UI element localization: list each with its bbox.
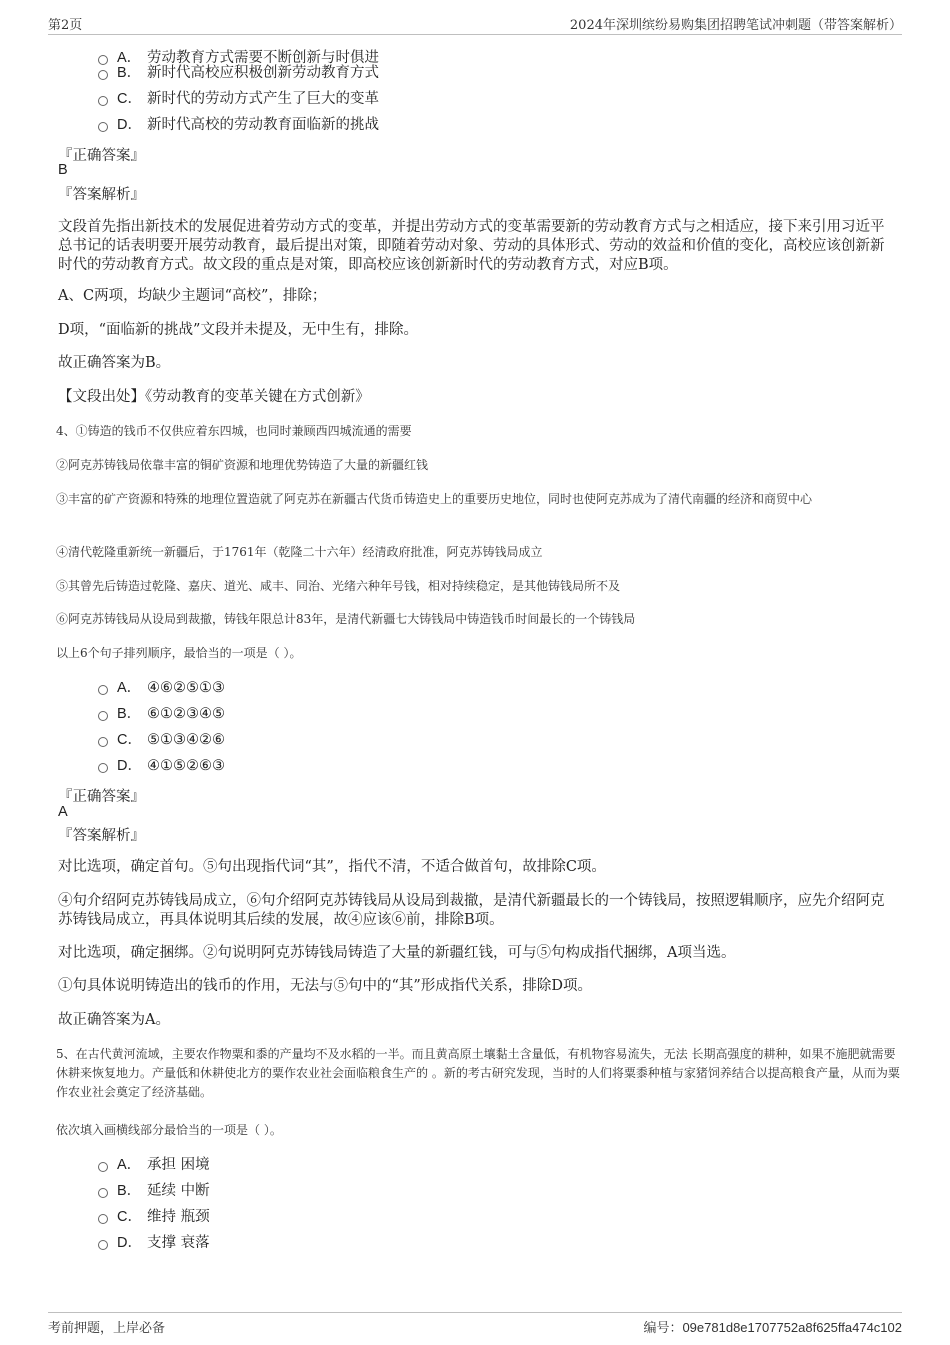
- q4-question: 以上6个句子排列顺序，最恰当的一项是（ ）。: [56, 646, 302, 660]
- q5-option-a[interactable]: A． 承担 困境: [98, 1155, 210, 1175]
- q4-analysis-paragraph: 对比选项，确定捆绑。②句说明阿克苏铸钱局铸造了大量的新疆红钱，可与⑤句构成指代捆绑，A项当选。: [58, 945, 736, 961]
- q3-option-d[interactable]: D． 新时代高校的劳动教育面临新的挑战: [98, 115, 379, 135]
- q4-option-b[interactable]: B． ⑥①②③④⑤: [98, 704, 225, 724]
- q4-answer: A: [58, 804, 68, 820]
- q5-option-d[interactable]: D． 支撑 衰落: [98, 1233, 210, 1253]
- q3-analysis-paragraph: A、C两项，均缺少主题词“高校”，排除；: [58, 288, 327, 304]
- radio-icon[interactable]: [98, 685, 108, 695]
- radio-icon[interactable]: [98, 737, 108, 747]
- q4-analysis-paragraph: 故正确答案为A。: [58, 1012, 170, 1028]
- q3-analysis-paragraph: 故正确答案为B。: [58, 355, 171, 371]
- q4-sentence: ②阿克苏铸钱局依靠丰富的铜矿资源和地理优势铸造了大量的新疆红钱: [56, 458, 429, 472]
- document-id-label: 编号：: [643, 1321, 683, 1336]
- q4-sentence: ③丰富的矿产资源和特殊的地理位置造就了阿克苏在新疆古代货币铸造史上的重要历史地位，同时也使阿克苏成为了清代南疆的经济和商贸中心: [56, 492, 813, 506]
- q3-option-a[interactable]: A． 劳动教育方式需要不断创新与时俱进: [98, 48, 379, 68]
- radio-icon[interactable]: [98, 70, 108, 80]
- radio-icon[interactable]: [98, 763, 108, 773]
- q4-sentence: 4、①铸造的钱币不仅供应着东四城，也同时兼顾西四城流通的需要: [56, 424, 412, 438]
- document-id: [643, 1317, 902, 1336]
- radio-icon[interactable]: [98, 122, 108, 132]
- q3-analysis-paragraph: D项，“面临新的挑战”文段并未提及，无中生有，排除。: [58, 322, 418, 338]
- q3-option-b[interactable]: B． 新时代高校应积极创新劳动教育方式: [98, 63, 379, 83]
- radio-icon[interactable]: [98, 1188, 108, 1198]
- document-id-value: 09e781d8e1707752a8f625ffa474c102: [682, 1320, 902, 1335]
- q3-source: 【文段出处】《劳动教育的变革关键在方式创新》: [58, 389, 370, 405]
- radio-icon[interactable]: [98, 711, 108, 721]
- q4-sentence: ⑤其曾先后铸造过乾隆、嘉庆、道光、咸丰、同治、光绪六种年号钱，相对持续稳定，是其他铸钱局所不及: [56, 579, 621, 593]
- q5-option-b[interactable]: B． 延续 中断: [98, 1181, 210, 1201]
- q4-option-d[interactable]: D． ④①⑤②⑥③: [98, 756, 225, 776]
- q5-question: 依次填入画横线部分最恰当的一项是（ ）。: [56, 1123, 282, 1137]
- page-footer: [48, 1312, 902, 1339]
- radio-icon[interactable]: [98, 1240, 108, 1250]
- q4-option-c[interactable]: C． ⑤①③④②⑥: [98, 730, 225, 750]
- page-header: [48, 12, 902, 35]
- q4-analysis-paragraph: ①句具体说明铸造出的钱币的作用，无法与⑤句中的“其”形成指代关系，排除D项。: [58, 978, 592, 994]
- q4-analysis-label: 『答案解析』: [58, 828, 145, 844]
- document-title: 2024年深圳缤纷易购集团招聘笔试冲刺题（带答案解析）: [569, 18, 902, 33]
- q5-stem: 5、在古代黄河流域，主要农作物粟和黍的产量均不及水稻的一半。而且黄高原土壤黏土含量低，有机物容易流失，无法 长期高强度的耕种，如果不施肥就需要休耕来恢复地力。产量低和休耕使北方的粟作农业社会面临粮食生产的 。新的考古研究发现，当时的人们将粟黍种植与家猪饲养结合以提高粮食产量，从而为粟作农业社会奠定了经济基础。: [56, 1047, 900, 1099]
- q5-option-c[interactable]: C． 维持 瓶颈: [98, 1207, 210, 1227]
- radio-icon[interactable]: [98, 1162, 108, 1172]
- q3-option-c[interactable]: C． 新时代的劳动方式产生了巨大的变革: [98, 89, 379, 109]
- footer-slogan: 考前押题，上岸必备: [48, 1321, 166, 1336]
- q3-answer-label: 『正确答案』: [58, 148, 145, 164]
- q4-answer-label: 『正确答案』: [58, 789, 145, 805]
- radio-icon[interactable]: [98, 96, 108, 106]
- q4-option-a[interactable]: A． ④⑥②⑤①③: [98, 678, 225, 698]
- q3-answer: B: [58, 162, 68, 178]
- q4-analysis-paragraph: ④句介绍阿克苏铸钱局成立，⑥句介绍阿克苏铸钱局从设局到裁撤，是清代新疆最长的一个铸钱局，按照逻辑顺序，应先介绍阿克苏铸钱局成立，再具体说明其后续的发展，故④应该⑥前，排除B项。: [58, 893, 885, 928]
- q4-analysis-paragraph: 对比选项，确定首句。⑤句出现指代词“其”，指代不清，不适合做首句，故排除C项。: [58, 859, 606, 875]
- page-number: 第2页: [48, 18, 83, 33]
- radio-icon[interactable]: [98, 1214, 108, 1224]
- q4-sentence: ⑥阿克苏铸钱局从设局到裁撤，铸钱年限总计83年，是清代新疆七大铸钱局中铸造钱币时间最长的一个铸钱局: [56, 612, 636, 626]
- q4-sentence: ④清代乾隆重新统一新疆后，于1761年（乾隆二十六年）经清政府批准，阿克苏铸钱局成立: [56, 545, 543, 559]
- q3-analysis-paragraph: 文段首先指出新技术的发展促进着劳动方式的变革，并提出劳动方式的变革需要新的劳动教育方式与之相适应，接下来引用习近平总书记的话表明要开展劳动教育，最后提出对策，即随着劳动对象、劳动的具体形式、劳动的效益和价值的变化，高校应该创新新时代的劳动教育方式。故文段的重点是对策，即高校应该创新新时代的劳动教育方式，对应B项。: [58, 219, 885, 273]
- q3-analysis-label: 『答案解析』: [58, 187, 145, 203]
